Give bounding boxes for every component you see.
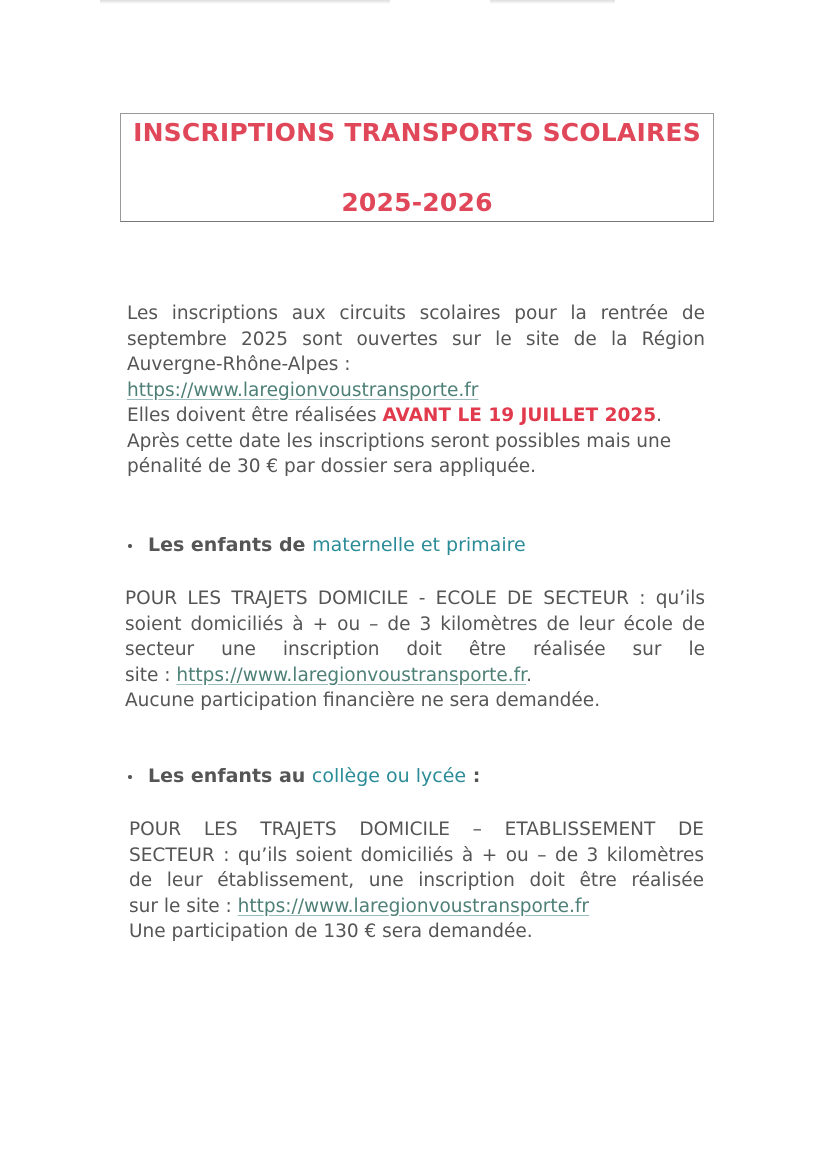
section1-heading [128, 534, 526, 556]
highlight: maternelle et primaire [312, 534, 526, 556]
section1-paragraph [125, 586, 705, 714]
text-line: POUR LES TRAJETS DOMICILE - ECOLE DE SECTEUR : qu’ils [125, 588, 705, 609]
region-link[interactable]: https://www.laregionvoustransporte.fr [127, 379, 479, 401]
text: : [466, 765, 481, 787]
text-line: POUR LES TRAJETS DOMICILE – ETABLISSEMENT DE [129, 819, 704, 840]
title-box [120, 113, 714, 222]
highlight: collège ou lycée [311, 765, 467, 787]
region-link[interactable]: https://www.laregionvoustransporte.fr [176, 664, 527, 686]
section2-paragraph [129, 817, 704, 945]
text-line: de leur établissement, une inscription doit être réalisée [129, 870, 704, 891]
text-line: septembre 2025 sont ouvertes sur le site de la Région [127, 328, 705, 350]
section2-heading [128, 765, 480, 787]
text-line: Les inscriptions aux circuits scolaires pour la rentrée de [127, 303, 705, 324]
scan-artifact [100, 0, 390, 4]
text-line: Une participation de 130 € sera demandée. [129, 921, 533, 942]
text-line: SECTEUR : qu’ils soient domiciliés à + ou – de 3 kilomètres [129, 844, 704, 866]
text-line: Auvergne-Rhône-Alpes : [127, 354, 351, 375]
text-line: soient domiciliés à + ou – de 3 kilomètres de leur école de [125, 613, 705, 635]
text-line: Après cette date les inscriptions seront possibles mais une [127, 430, 672, 452]
text: . [656, 405, 662, 426]
text: Les enfants de [148, 534, 313, 556]
text: Elles doivent être réalisées [127, 405, 383, 426]
scan-artifact [490, 0, 615, 4]
text-line: pénalité de 30 € par dossier sera appliquée. [127, 456, 537, 477]
deadline: AVANT LE 19 JUILLET 2025 [382, 405, 657, 426]
text: site : [125, 664, 177, 686]
text: sur le site : [129, 895, 238, 917]
text-line: secteur une inscription doit être réalisée sur le [125, 639, 705, 660]
bullet-icon [128, 544, 132, 548]
text: Les enfants au [148, 765, 312, 787]
intro-paragraph [127, 301, 705, 480]
title-line2: 2025-2026 [341, 188, 493, 217]
text-line: Aucune participation financière ne sera demandée. [125, 690, 601, 711]
bullet-icon [128, 775, 132, 779]
title-line1: INSCRIPTIONS TRANSPORTS SCOLAIRES [133, 118, 701, 147]
text: . [526, 664, 532, 686]
region-link[interactable]: https://www.laregionvoustransporte.fr [237, 895, 590, 917]
